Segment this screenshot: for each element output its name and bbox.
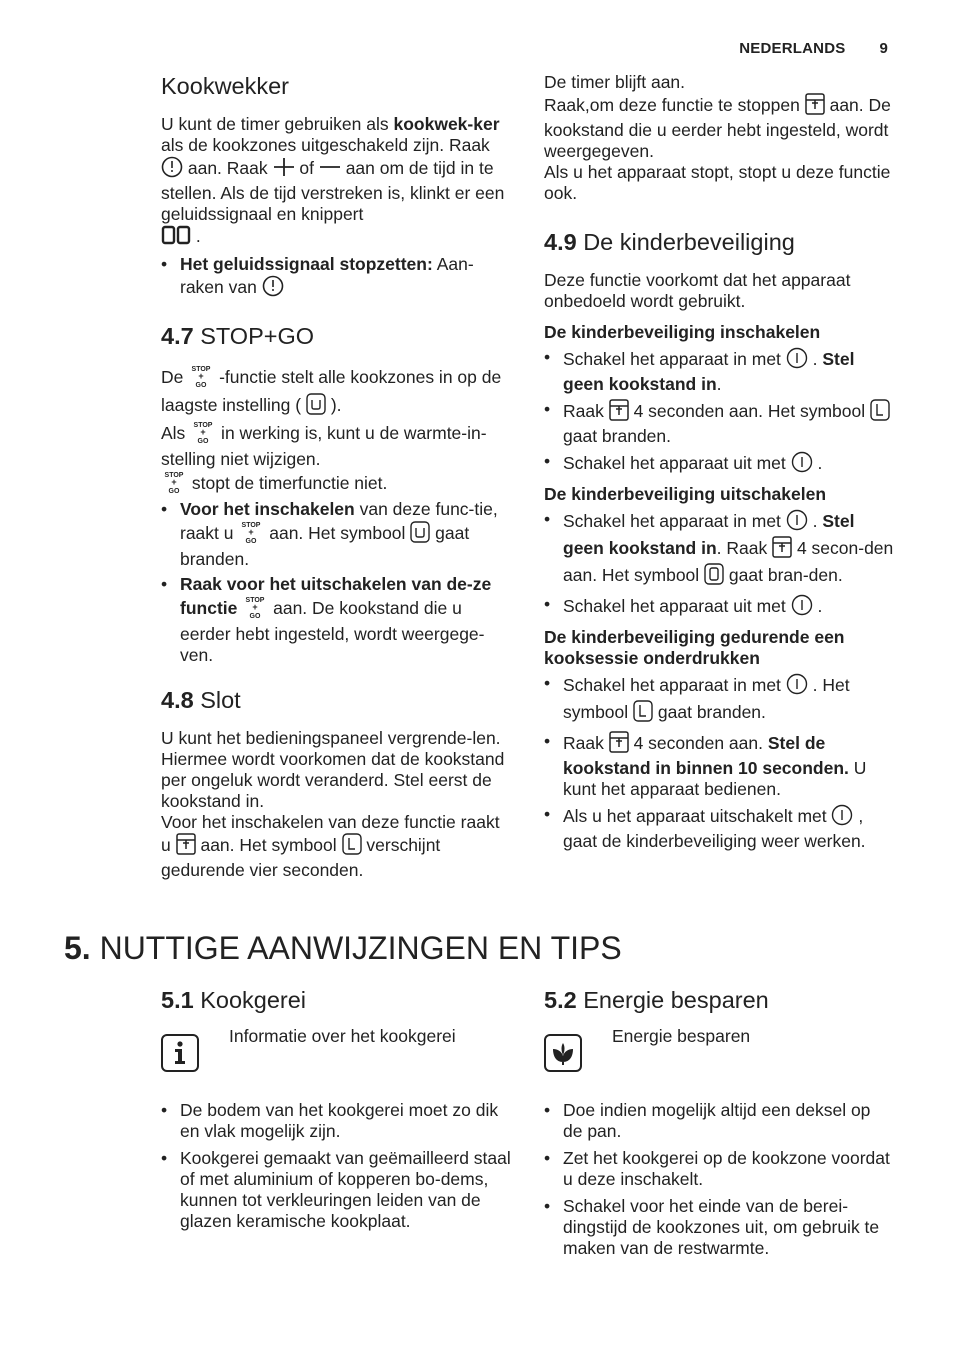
svg-text:GO: GO	[195, 382, 207, 388]
lock-key-icon	[176, 833, 196, 860]
power-icon	[786, 673, 808, 700]
timer-stop-text: Raak,om deze functie te stoppen aan. De kookstand die u eerder hebt ingesteld, wordt weergegeven.	[544, 93, 894, 162]
stop-go-icon	[238, 520, 264, 549]
list-item: • Schakel het apparaat in met . Stel geen kookstand in.	[544, 347, 894, 395]
timer-icon	[262, 275, 284, 302]
left-column	[161, 72, 511, 881]
list-item: • Het geluidssignaal stopzetten: Aan-raken van	[161, 254, 511, 302]
minus-icon	[319, 156, 341, 183]
stop-go-icon	[190, 420, 216, 449]
svg-text:+: +	[200, 427, 206, 437]
kinder-title: 4.9 De kinderbeveiliging	[544, 229, 795, 255]
slot-title: 4.8 Slot	[161, 687, 241, 713]
kinder-sub-override: De kinderbeveiliging gedurende een kooksessie onderdrukken	[544, 627, 845, 668]
list-item: • Kookgerei gemaakt van geëmailleerd staal of met aluminium of kopperen bo-dems, kunnen tot verkleuringen leiden van de glazen keramische kookplaat.	[161, 1148, 511, 1232]
stopgo-text-2: Als STOP + GO in werking is, kunt u de warmte-in-stelling niet wijzigen.	[161, 422, 487, 469]
info-icon	[161, 1034, 199, 1072]
stop-go-icon	[188, 364, 214, 393]
svg-text:GO: GO	[168, 488, 180, 494]
u-symbol-icon	[410, 521, 430, 548]
svg-text:+: +	[198, 371, 204, 381]
l-symbol-icon	[633, 700, 653, 727]
stop-go-icon	[161, 470, 187, 499]
lock-key-icon	[772, 536, 792, 563]
energie-info-text: Energie besparen	[612, 1026, 751, 1046]
power-icon	[831, 804, 853, 831]
list-item: • Doe indien mogelijk altijd een deksel op de pan.	[544, 1100, 894, 1142]
list-item: • Schakel het apparaat in met . Het symbool gaat branden.	[544, 673, 894, 727]
zero-symbol-icon	[704, 563, 724, 590]
l-symbol-icon	[342, 833, 362, 860]
svg-text:STOP: STOP	[193, 422, 213, 429]
header-language: NEDERLANDS	[739, 40, 846, 57]
stopgo-text-3: STOP + GO stopt de timerfunctie niet.	[161, 470, 511, 499]
page-number: 9	[879, 40, 888, 57]
kinder-off-list	[544, 509, 894, 621]
power-icon	[791, 451, 813, 478]
stopgo-title: 4.7 STOP+GO	[161, 323, 315, 349]
list-item: • Schakel het apparaat in met . Stel geen kookstand in. Raak 4 secon-den aan. Het symbool gaat bran-den.	[544, 509, 894, 590]
list-item: • De bodem van het kookgerei moet zo dik en vlak mogelijk zijn.	[161, 1100, 511, 1142]
kookwekker-list	[161, 254, 511, 302]
kookgerei-infobox	[161, 1028, 511, 1072]
slot-text-1: U kunt het bedieningspaneel vergrende-len. Hiermee wordt voorkomen dat de kookstand per ongeluk wordt veranderd. Stel eerst de kookstand in.	[161, 728, 505, 811]
list-item: • Raak 4 seconden aan. Stel de kookstand in binnen 10 seconden. U kunt het apparaat bedienen.	[544, 731, 894, 800]
energy-saving-icon	[544, 1034, 582, 1072]
energie-list	[544, 1100, 894, 1259]
timer-continue-text: De timer blijft aan.	[544, 72, 686, 92]
right-column	[544, 72, 894, 856]
kookgerei-list	[161, 1100, 511, 1232]
kinder-sub-on: De kinderbeveiliging inschakelen	[544, 322, 821, 342]
svg-text:STOP: STOP	[191, 366, 211, 373]
svg-text:+: +	[171, 477, 177, 487]
l-symbol-icon	[870, 399, 890, 426]
u-symbol-icon	[306, 393, 326, 420]
timer-stop-note: Als u het apparaat stopt, stopt u deze functie ook.	[544, 162, 891, 203]
stopgo-list	[161, 499, 511, 666]
list-item: • Schakel het apparaat uit met .	[544, 594, 894, 621]
slot-text-2: Voor het inschakelen van deze functie raakt u aan. Het symbool verschijnt gedurende vier seconden.	[161, 812, 500, 880]
list-item: • Voor het inschakelen van deze func-tie, raakt u STOP + GO aan. Het symbool gaat branden.	[161, 499, 511, 570]
list-item: • Raak 4 seconden aan. Het symbool gaat branden.	[544, 399, 894, 447]
svg-text:STOP: STOP	[245, 597, 265, 604]
power-icon	[791, 594, 813, 621]
svg-text:+: +	[252, 602, 258, 612]
list-item: • Als u het apparaat uitschakelt met , gaat de kinderbeveiliging weer werken.	[544, 804, 894, 852]
kookwekker-title: Kookwekker	[161, 73, 289, 99]
power-icon	[786, 347, 808, 374]
svg-text:GO: GO	[197, 438, 209, 444]
lock-key-icon	[805, 93, 825, 120]
kookwekker-text: U kunt de timer gebruiken als kookwek-ker als de kookzones uitgeschakeld zijn. Raak aan. Raak of aan om de tijd in te stellen. Als de tijd verstreken is, klinkt er een geluidssignaal en knippert .	[161, 114, 511, 250]
kookgerei-info-text: Informatie over het kookgerei	[229, 1026, 456, 1046]
svg-text:GO: GO	[245, 538, 257, 544]
svg-text:STOP: STOP	[164, 472, 184, 479]
timer-icon	[161, 156, 183, 183]
kinder-override-list	[544, 673, 894, 852]
list-item: • Schakel het apparaat uit met .	[544, 451, 894, 478]
stopgo-text-1: De STOP + GO -functie stelt alle kookzones in op de laagste instelling ( ).	[161, 364, 511, 420]
power-icon	[786, 509, 808, 536]
chapter-title: 5. NUTTIGE AANWIJZINGEN EN TIPS	[64, 930, 622, 966]
list-item: • Raak voor het uitschakelen van de-ze functie STOP + GO aan. De kookstand die u eerder hebt ingesteld, wordt weergege-ven.	[161, 574, 511, 666]
kinder-sub-off: De kinderbeveiliging uitschakelen	[544, 484, 827, 504]
svg-text:GO: GO	[249, 613, 261, 619]
lock-key-icon	[609, 399, 629, 426]
kinder-intro: Deze functie voorkomt dat het apparaat onbedoeld wordt gebruikt.	[544, 270, 851, 311]
kookgerei-section	[161, 986, 511, 1236]
kinder-on-list	[544, 347, 894, 478]
kookgerei-title: 5.1 Kookgerei	[161, 987, 307, 1013]
page-header	[739, 40, 888, 57]
energie-infobox	[544, 1028, 894, 1072]
list-item: • Zet het kookgerei op de kookzone voordat u deze inschakelt.	[544, 1148, 894, 1190]
plus-icon	[273, 156, 295, 183]
energie-section	[544, 986, 894, 1263]
svg-text:+: +	[248, 527, 255, 537]
energie-title: 5.2 Energie besparen	[544, 987, 769, 1013]
lock-key-icon	[609, 731, 629, 758]
svg-text:STOP: STOP	[241, 522, 261, 529]
list-item: • Schakel voor het einde van de berei-dingstijd de kookzones uit, om gebruik te maken van de restwarmte.	[544, 1196, 894, 1259]
stop-go-icon	[242, 595, 268, 624]
display-00-icon	[161, 225, 191, 250]
